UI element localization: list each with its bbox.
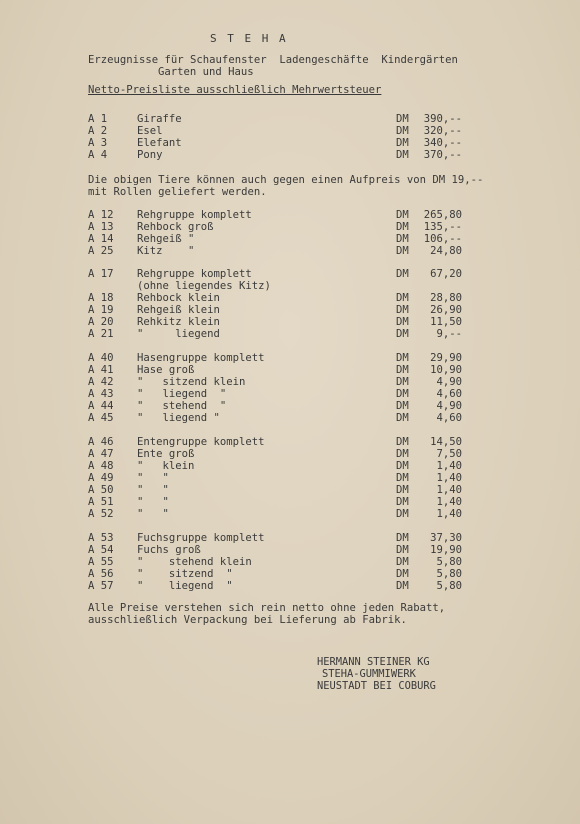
article-price: 370,-- <box>423 149 462 161</box>
article-name: Fuchs groß <box>137 544 201 556</box>
article-name: " sitzend " <box>137 568 233 580</box>
signature-location: NEUSTADT BEI COBURG <box>317 680 436 692</box>
article-name: Fuchsgruppe komplett <box>137 532 265 544</box>
article-name: (ohne liegendes Kitz) <box>137 280 271 292</box>
article-price: 5,80 <box>436 580 462 592</box>
currency-label: DM <box>396 544 409 556</box>
currency-label: DM <box>396 268 409 280</box>
article-price: 320,-- <box>423 125 462 137</box>
article-name: " liegend " <box>137 388 227 400</box>
article-price: 9,-- <box>436 328 462 340</box>
article-name: " stehend klein <box>137 556 252 568</box>
article-name: " " <box>137 472 169 484</box>
article-name: Rehkitz klein <box>137 316 220 328</box>
article-name: Giraffe <box>137 113 182 125</box>
document-title: S T E H A <box>210 32 288 45</box>
article-number: A 54 <box>88 544 114 556</box>
article-price: 19,90 <box>430 544 462 556</box>
currency-label: DM <box>396 472 409 484</box>
article-price: 37,30 <box>430 532 462 544</box>
article-price: 14,50 <box>430 436 462 448</box>
note-rollers-line1: Die obigen Tiere können auch gegen einen Aufpreis von DM 19,-- <box>88 174 484 186</box>
article-price: 4,60 <box>436 412 462 424</box>
article-number: A 49 <box>88 472 114 484</box>
article-number: A 51 <box>88 496 114 508</box>
article-number: A 47 <box>88 448 114 460</box>
article-number: A 13 <box>88 221 114 233</box>
currency-label: DM <box>396 209 409 221</box>
article-name: " klein <box>137 460 195 472</box>
article-name: Hasengruppe komplett <box>137 352 265 364</box>
currency-label: DM <box>396 568 409 580</box>
article-name: Rehgeiß klein <box>137 304 220 316</box>
article-number: A 40 <box>88 352 114 364</box>
currency-label: DM <box>396 113 409 125</box>
article-number: A 18 <box>88 292 114 304</box>
article-price: 4,60 <box>436 388 462 400</box>
article-number: A 17 <box>88 268 114 280</box>
article-name: Rehbock groß <box>137 221 214 233</box>
article-name: " liegend <box>137 328 220 340</box>
article-price: 340,-- <box>423 137 462 149</box>
article-price: 1,40 <box>436 460 462 472</box>
article-name: Rehgeiß " <box>137 233 195 245</box>
article-number: A 14 <box>88 233 114 245</box>
article-price: 28,80 <box>430 292 462 304</box>
article-number: A 55 <box>88 556 114 568</box>
signature-company: HERMANN STEINER KG <box>317 656 430 668</box>
article-number: A 12 <box>88 209 114 221</box>
currency-label: DM <box>396 580 409 592</box>
currency-label: DM <box>396 245 409 257</box>
currency-label: DM <box>396 137 409 149</box>
article-number: A 20 <box>88 316 114 328</box>
article-price: 11,50 <box>430 316 462 328</box>
article-price: 1,40 <box>436 496 462 508</box>
article-number: A 57 <box>88 580 114 592</box>
currency-label: DM <box>396 328 409 340</box>
currency-label: DM <box>396 316 409 328</box>
article-number: A 2 <box>88 125 108 137</box>
article-price: 1,40 <box>436 472 462 484</box>
currency-label: DM <box>396 149 409 161</box>
article-name: " " <box>137 496 169 508</box>
article-name: Kitz " <box>137 245 195 257</box>
currency-label: DM <box>396 304 409 316</box>
currency-label: DM <box>396 125 409 137</box>
article-number: A 1 <box>88 113 108 125</box>
footer-terms-line1: Alle Preise verstehen sich rein netto ohne jeden Rabatt, <box>88 602 446 614</box>
article-name: " liegend " <box>137 580 233 592</box>
currency-label: DM <box>396 221 409 233</box>
article-number: A 4 <box>88 149 108 161</box>
article-price: 29,90 <box>430 352 462 364</box>
article-name: " sitzend klein <box>137 376 246 388</box>
currency-label: DM <box>396 436 409 448</box>
article-price: 135,-- <box>423 221 462 233</box>
currency-label: DM <box>396 400 409 412</box>
article-name: " " <box>137 508 169 520</box>
article-price: 4,90 <box>436 400 462 412</box>
currency-label: DM <box>396 292 409 304</box>
article-number: A 46 <box>88 436 114 448</box>
article-number: A 19 <box>88 304 114 316</box>
currency-label: DM <box>396 448 409 460</box>
currency-label: DM <box>396 556 409 568</box>
currency-label: DM <box>396 496 409 508</box>
article-name: Rehgruppe komplett <box>137 268 252 280</box>
article-name: Rehgruppe komplett <box>137 209 252 221</box>
article-number: A 56 <box>88 568 114 580</box>
article-number: A 25 <box>88 245 114 257</box>
article-price: 1,40 <box>436 484 462 496</box>
article-price: 390,-- <box>423 113 462 125</box>
article-number: A 53 <box>88 532 114 544</box>
article-name: " liegend " <box>137 412 220 424</box>
article-number: A 41 <box>88 364 114 376</box>
article-price: 106,-- <box>423 233 462 245</box>
currency-label: DM <box>396 484 409 496</box>
article-number: A 45 <box>88 412 114 424</box>
article-name: Esel <box>137 125 163 137</box>
article-name: " " <box>137 484 169 496</box>
article-number: A 42 <box>88 376 114 388</box>
article-price: 10,90 <box>430 364 462 376</box>
currency-label: DM <box>396 388 409 400</box>
article-number: A 44 <box>88 400 114 412</box>
signature-works: STEHA-GUMMIWERK <box>322 668 416 680</box>
currency-label: DM <box>396 412 409 424</box>
footer-terms-line2: ausschließlich Verpackung bei Lieferung ab Fabrik. <box>88 614 407 626</box>
article-name: Hase groß <box>137 364 195 376</box>
article-price: 5,80 <box>436 568 462 580</box>
article-price: 265,80 <box>423 209 462 221</box>
pricelist-heading: Netto-Preisliste ausschließlich Mehrwertsteuer <box>88 84 382 96</box>
article-name: Rehbock klein <box>137 292 220 304</box>
article-price: 67,20 <box>430 268 462 280</box>
article-name: Ente groß <box>137 448 195 460</box>
article-number: A 52 <box>88 508 114 520</box>
article-name: " stehend " <box>137 400 227 412</box>
article-name: Elefant <box>137 137 182 149</box>
article-price: 5,80 <box>436 556 462 568</box>
note-rollers-line2: mit Rollen geliefert werden. <box>88 186 267 198</box>
article-number: A 48 <box>88 460 114 472</box>
header-line-products: Erzeugnisse für Schaufenster Ladengeschäfte Kindergärten <box>88 54 458 66</box>
currency-label: DM <box>396 460 409 472</box>
currency-label: DM <box>396 508 409 520</box>
article-number: A 3 <box>88 137 108 149</box>
article-number: A 50 <box>88 484 114 496</box>
article-name: Pony <box>137 149 163 161</box>
currency-label: DM <box>396 233 409 245</box>
article-price: 26,90 <box>430 304 462 316</box>
article-price: 4,90 <box>436 376 462 388</box>
article-name: Entengruppe komplett <box>137 436 265 448</box>
currency-label: DM <box>396 532 409 544</box>
article-number: A 21 <box>88 328 114 340</box>
article-price: 7,50 <box>436 448 462 460</box>
header-line-garden: Garten und Haus <box>158 66 254 78</box>
article-number: A 43 <box>88 388 114 400</box>
article-price: 1,40 <box>436 508 462 520</box>
currency-label: DM <box>396 376 409 388</box>
currency-label: DM <box>396 352 409 364</box>
currency-label: DM <box>396 364 409 376</box>
article-price: 24,80 <box>430 245 462 257</box>
